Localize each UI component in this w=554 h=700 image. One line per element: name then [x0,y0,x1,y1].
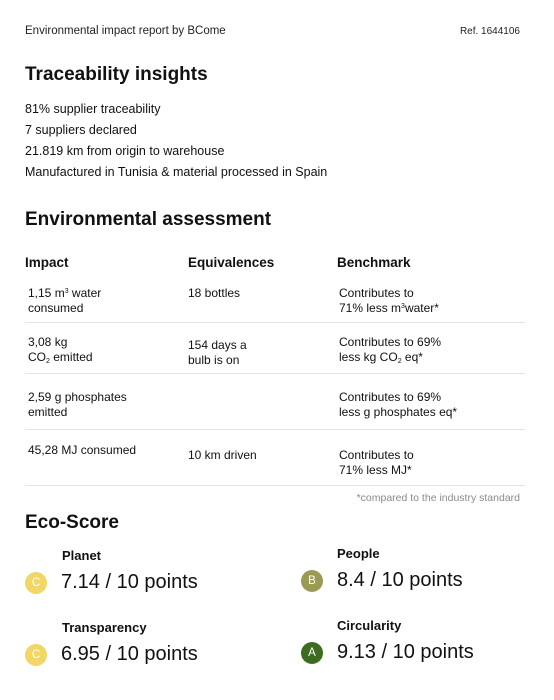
impact-text: water [68,286,102,300]
unit-superscript: 3 [64,288,69,295]
score-label: Planet [62,548,102,563]
unit-subscript: 2 [46,358,50,365]
impact-value: 3,08 kg [28,335,68,349]
score-circularity [301,618,474,664]
header-equivalences: Equivalences [188,254,275,270]
header-benchmark: Benchmark [337,254,411,270]
impact-cell [25,390,188,429]
impact-cell [25,286,188,322]
benchmark-text: less g phosphates eq* [339,405,458,419]
benchmark-text: eq* [401,350,423,364]
benchmark-text: Contributes to [339,286,414,300]
equivalence-text: 18 bottles [188,286,241,300]
grade-badge-icon: C [25,572,47,594]
score-label: Circularity [337,618,402,633]
eco-score-title: Eco-Score [25,512,119,533]
impact-text: emitted [49,350,93,364]
impact-value: 1,15 m [28,286,65,300]
table-row-phosphates [25,374,525,430]
equivalence-cell [188,286,337,322]
score-people [301,546,463,592]
score-label: People [337,546,380,561]
unit-subscript: 2 [397,358,402,365]
impact-value: 2,59 g phosphates [28,390,127,404]
benchmark-text: Contributes to [339,448,414,462]
grade-badge-icon: C [25,644,47,666]
impact-text: emitted [28,405,68,419]
report-reference: Ref. 1644106 [459,26,520,37]
impact-text: consumed [28,301,84,315]
report-title: Environmental impact report by BCome [25,25,226,37]
header-impact: Impact [25,254,69,270]
score-label: Transparency [62,620,147,635]
benchmark-text: less kg CO [339,350,398,364]
traceability-item: 81% supplier traceability [25,102,161,116]
benchmark-text: Contributes to 69% [339,335,442,349]
impact-table [25,243,525,486]
benchmark-cell [337,286,525,322]
impact-cell [25,335,188,373]
score-value: 6.95 / 10 points [61,643,198,665]
traceability-item: Manufactured in Tunisia & material processed in Spain [25,165,328,179]
equivalence-cell [188,390,337,429]
traceability-item: 7 suppliers declared [25,123,137,137]
impact-cell [25,443,188,485]
equivalence-text: 154 days a [188,338,247,352]
benchmark-text: 71% less m [339,301,402,315]
impact-value: 45,28 MJ consumed [28,443,137,457]
benchmark-footnote: *compared to the industry standard [356,492,520,504]
traceability-item: 21.819 km from origin to warehouse [25,144,225,158]
unit-superscript: 3 [401,303,405,310]
score-planet [25,548,198,594]
equivalence-text: 10 km driven [188,448,257,462]
table-row-co2 [25,323,525,374]
equivalence-cell [188,443,337,485]
score-value: 7.14 / 10 points [61,571,198,593]
impact-text: CO [28,350,46,364]
benchmark-text: Contributes to 69% [339,390,442,404]
benchmark-cell [337,390,525,429]
traceability-list [25,99,327,183]
benchmark-text: water* [404,301,439,315]
benchmark-cell [337,335,525,373]
benchmark-text: 71% less MJ* [339,463,412,477]
equivalence-text: bulb is on [188,353,240,367]
table-row-water [25,281,525,323]
table-header [25,243,525,281]
grade-badge-icon: A [301,642,323,664]
benchmark-cell [337,443,525,485]
report-header [25,25,520,37]
score-value: 8.4 / 10 points [337,569,463,591]
environmental-title: Environmental assessment [25,209,272,230]
grade-badge-icon: B [301,570,323,592]
score-value: 9.13 / 10 points [337,641,474,663]
table-row-energy [25,430,525,486]
equivalence-cell [188,335,337,373]
score-transparency [25,620,198,666]
traceability-title: Traceability insights [25,64,208,85]
